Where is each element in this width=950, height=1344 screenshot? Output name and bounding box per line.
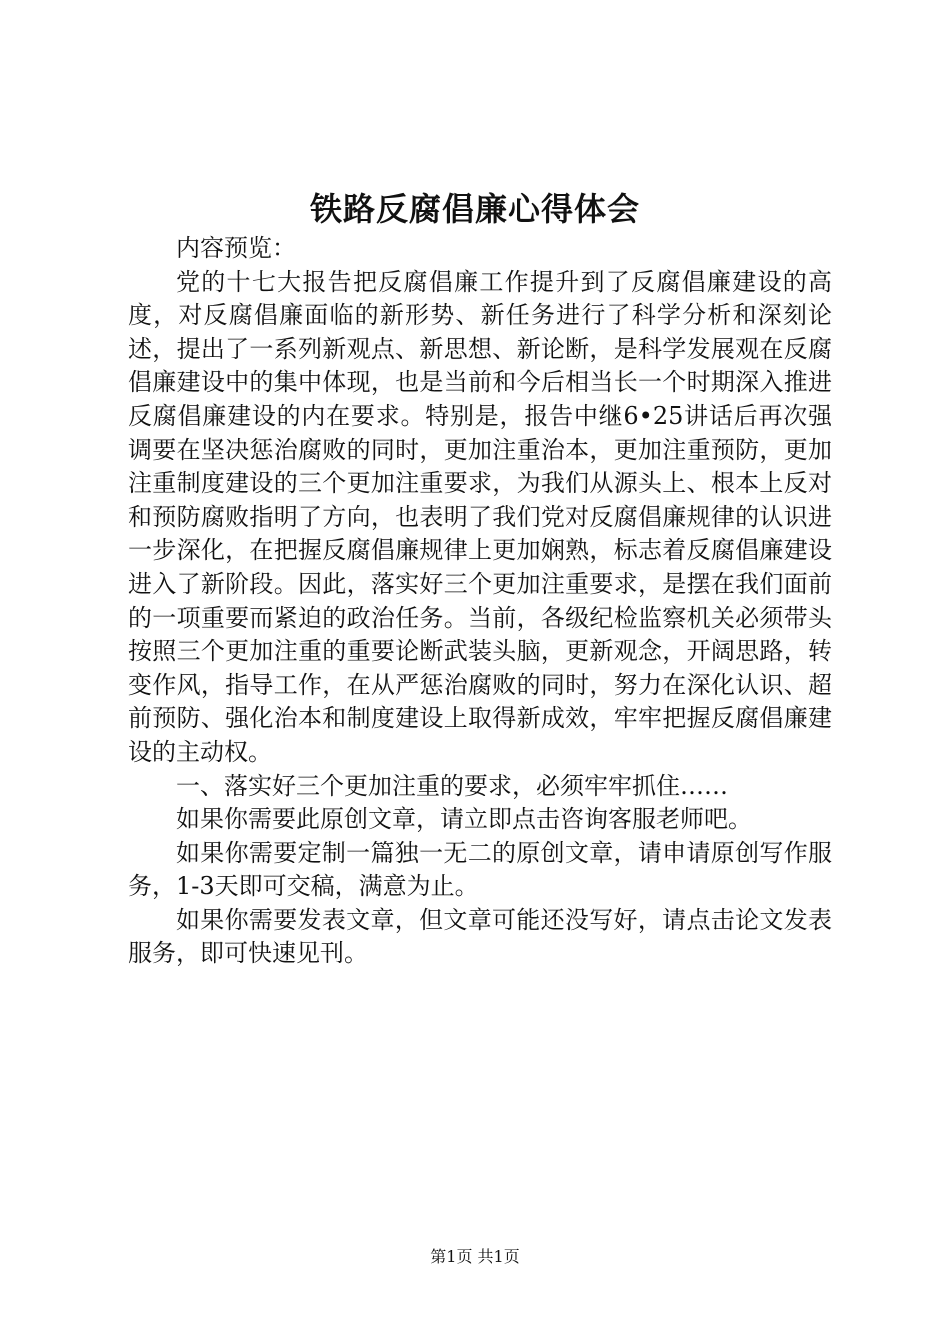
document-title: 铁路反腐倡廉心得体会 (309, 190, 640, 228)
page-footer: 第1页 共1页 (430, 1247, 520, 1266)
document-body (128, 232, 832, 971)
main-paragraph: 党的十七大报告把反腐倡廉工作提升到了反腐倡廉建设的高度，对反腐倡廉面临的新形势、新任务进行了科学分析和深刻论述，提出了一系列新观点、新思想、新论断，是科学发展观在反腐倡廉建设中的集中体现，也是当前和今后相当长一个时期深入推进反腐倡廉建设的内在要求。特别是，报告中继6•25讲话后再次强调要在坚决惩治腐败的同时，更加注重治本，更加注重预防，更加注重制度建设的三个更加注重要求，为我们从源头上、根本上反对和预防腐败指明了方向，也表明了我们党对反腐倡廉规律的认识进一步深化，在把握反腐倡廉规律上更加娴熟，标志着反腐倡廉建设进入了新阶段。因此，落实好三个更加注重要求，是摆在我们面前的一项重要而紧迫的政治任务。当前，各级纪检监察机关必须带头按照三个更加注重的重要论断武装头脑，更新观念，开阔思路，转变作风，指导工作，在从严惩治腐败的同时，努力在深化认识、超前预防、强化治本和制度建设上取得新成效，牢牢把握反腐倡廉建设的主动权。 (128, 267, 832, 766)
promo-paragraph-publishing: 如果你需要发表文章，但文章可能还没写好，请点击论文发表服务，即可快速见刊。 (128, 905, 832, 968)
preview-label: 内容预览： (176, 234, 296, 262)
promo-paragraph-custom-writing: 如果你需要定制一篇独一无二的原创文章，请申请原创写作服务，1-3天即可交稿，满意为止。 (128, 838, 832, 901)
section-heading-paragraph: 一、落实好三个更加注重的要求，必须牢牢抓住…… (176, 771, 728, 800)
promo-paragraph-consult: 如果你需要此原创文章，请立即点击咨询客服老师吧。 (176, 805, 752, 834)
